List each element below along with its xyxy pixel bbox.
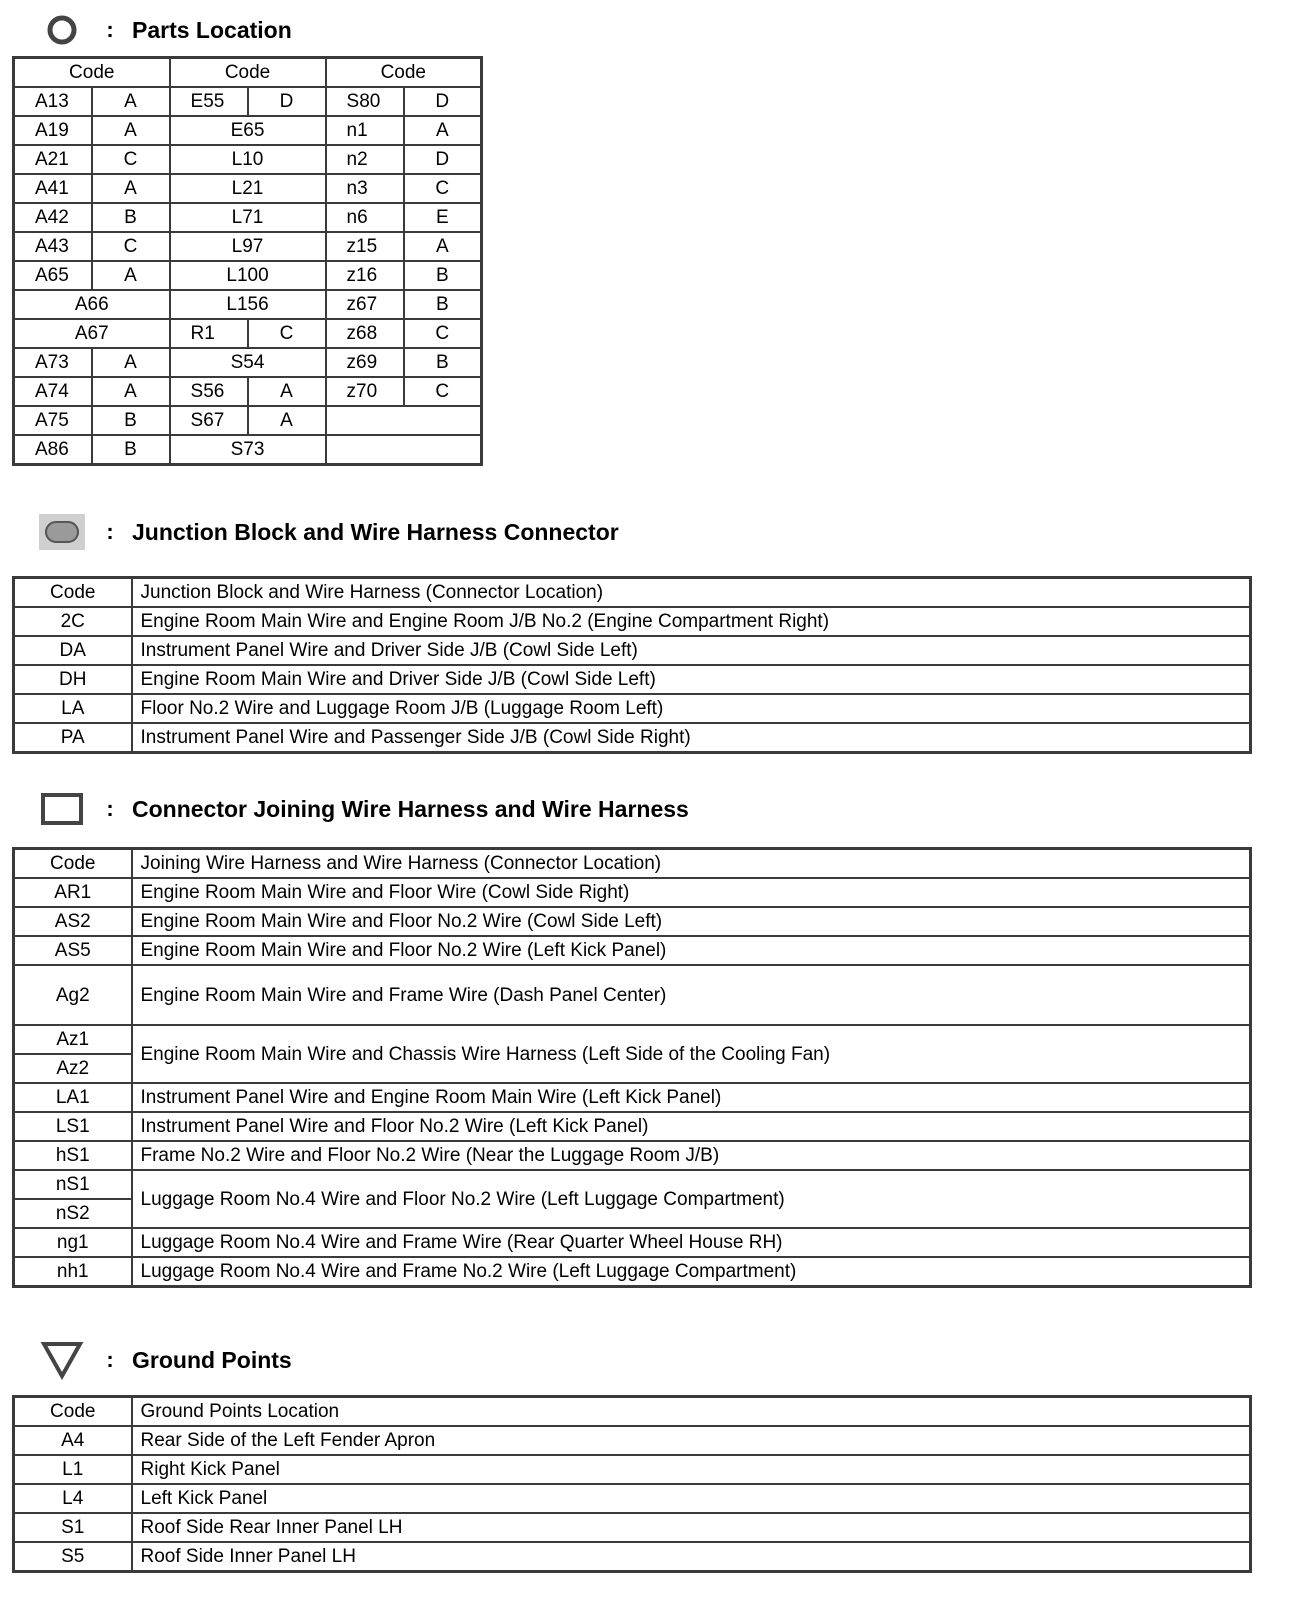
- connector-code: A4: [14, 1426, 132, 1455]
- section-title: Junction Block and Wire Harness Connector: [132, 518, 619, 545]
- part-code: A21: [14, 145, 92, 174]
- part-location-letter: B: [92, 406, 170, 435]
- empty-cell: [326, 406, 482, 435]
- column-header: Code: [14, 1397, 132, 1427]
- location-description: Rear Side of the Left Fender Apron: [132, 1426, 1251, 1455]
- part-location-letter: E: [404, 203, 482, 232]
- location-description: Instrument Panel Wire and Floor No.2 Wire (Left Kick Panel): [132, 1112, 1251, 1141]
- table-row: [14, 1112, 1251, 1141]
- part-code: A73: [14, 348, 92, 377]
- column-header: Joining Wire Harness and Wire Harness (Connector Location): [132, 849, 1251, 879]
- location-description: Engine Room Main Wire and Frame Wire (Dash Panel Center): [132, 965, 1251, 1025]
- part-location-letter: B: [404, 290, 482, 319]
- column-header: Ground Points Location: [132, 1397, 1251, 1427]
- table-row: [14, 1455, 1251, 1484]
- parts-location-heading: [36, 10, 292, 50]
- table-row: [14, 878, 1251, 907]
- part-code: R1: [170, 319, 248, 348]
- part-location-letter: A: [92, 261, 170, 290]
- connector-code: nh1: [14, 1257, 132, 1287]
- part-code: A74: [14, 377, 92, 406]
- connector-code: L4: [14, 1484, 132, 1513]
- part-code: L156: [170, 290, 326, 319]
- table-row: [14, 1513, 1251, 1542]
- part-location-letter: A: [248, 377, 326, 406]
- location-description: Frame No.2 Wire and Floor No.2 Wire (Near the Luggage Room J/B): [132, 1141, 1251, 1170]
- connector-code: LA: [14, 694, 132, 723]
- table-row: [14, 1141, 1251, 1170]
- table-row: [14, 1426, 1251, 1455]
- part-location-letter: A: [248, 406, 326, 435]
- section-title: Connector Joining Wire Harness and Wire Harness: [132, 795, 689, 822]
- table-row: [14, 1170, 1251, 1199]
- part-location-letter: C: [92, 232, 170, 261]
- table-row: [14, 1228, 1251, 1257]
- location-description: Engine Room Main Wire and Driver Side J/B (Cowl Side Left): [132, 665, 1251, 694]
- connector-code: DA: [14, 636, 132, 665]
- connector-code: LS1: [14, 1112, 132, 1141]
- table-header-row: [14, 578, 1251, 608]
- column-header: Code: [14, 849, 132, 879]
- part-code: L71: [170, 203, 326, 232]
- table-row: [14, 232, 482, 261]
- table-row: [14, 174, 482, 203]
- heading-colon: :: [106, 519, 114, 544]
- connector-joining-heading: [36, 789, 689, 829]
- connector-code: Az2: [14, 1054, 132, 1083]
- location-description: Engine Room Main Wire and Floor Wire (Cowl Side Right): [132, 878, 1251, 907]
- part-code: A43: [14, 232, 92, 261]
- table-row: [14, 965, 1251, 1025]
- part-code: L21: [170, 174, 326, 203]
- part-location-letter: C: [404, 174, 482, 203]
- part-location-letter: C: [404, 377, 482, 406]
- part-location-letter: A: [92, 174, 170, 203]
- connector-code: LA1: [14, 1083, 132, 1112]
- table-row: [14, 936, 1251, 965]
- connector-code: nS2: [14, 1199, 132, 1228]
- section-title: Parts Location: [132, 16, 292, 43]
- table-row: [14, 907, 1251, 936]
- part-code: S67: [170, 406, 248, 435]
- heading-colon: :: [106, 796, 114, 821]
- part-code: L10: [170, 145, 326, 174]
- location-description: Luggage Room No.4 Wire and Frame No.2 Wire (Left Luggage Compartment): [132, 1257, 1251, 1287]
- table-row: [14, 377, 482, 406]
- connector-code: AS2: [14, 907, 132, 936]
- table-row: [14, 1257, 1251, 1287]
- part-location-letter: C: [92, 145, 170, 174]
- table-row: [14, 261, 482, 290]
- part-location-letter: B: [92, 435, 170, 465]
- ground-points-heading: [36, 1340, 292, 1380]
- table-row: [14, 607, 1251, 636]
- connector-code: AR1: [14, 878, 132, 907]
- part-code: L97: [170, 232, 326, 261]
- part-code: A41: [14, 174, 92, 203]
- part-location-letter: B: [404, 348, 482, 377]
- part-location-letter: A: [92, 377, 170, 406]
- connector-code: DH: [14, 665, 132, 694]
- table-row: [14, 1542, 1251, 1572]
- location-description: Engine Room Main Wire and Engine Room J/B No.2 (Engine Compartment Right): [132, 607, 1251, 636]
- parts-location-table: [12, 56, 483, 466]
- part-location-letter: D: [248, 87, 326, 116]
- part-code: n3: [326, 174, 404, 203]
- location-description: Instrument Panel Wire and Driver Side J/B (Cowl Side Left): [132, 636, 1251, 665]
- part-location-letter: D: [404, 145, 482, 174]
- part-location-letter: A: [404, 116, 482, 145]
- part-code: z16: [326, 261, 404, 290]
- part-code: A67: [14, 319, 170, 348]
- heading-colon: :: [106, 17, 114, 42]
- part-code: A86: [14, 435, 92, 465]
- table-row: [14, 87, 482, 116]
- part-code: S80: [326, 87, 404, 116]
- column-header: Code: [170, 58, 326, 88]
- part-location-letter: C: [404, 319, 482, 348]
- part-code: S56: [170, 377, 248, 406]
- part-location-letter: D: [404, 87, 482, 116]
- column-header: Code: [326, 58, 482, 88]
- triangle-icon: [36, 1340, 88, 1380]
- location-description: Engine Room Main Wire and Floor No.2 Wire (Left Kick Panel): [132, 936, 1251, 965]
- location-description: Roof Side Inner Panel LH: [132, 1542, 1251, 1572]
- part-code: z70: [326, 377, 404, 406]
- table-row: [14, 319, 482, 348]
- column-header: Code: [14, 578, 132, 608]
- part-code: S54: [170, 348, 326, 377]
- location-description: Luggage Room No.4 Wire and Floor No.2 Wire (Left Luggage Compartment): [132, 1170, 1251, 1228]
- location-description: Engine Room Main Wire and Floor No.2 Wire (Cowl Side Left): [132, 907, 1251, 936]
- table-header-row: [14, 58, 482, 88]
- part-code: n2: [326, 145, 404, 174]
- part-code: A42: [14, 203, 92, 232]
- table-row: [14, 435, 482, 465]
- connector-code: hS1: [14, 1141, 132, 1170]
- table-row: [14, 145, 482, 174]
- part-location-letter: B: [92, 203, 170, 232]
- connector-code: 2C: [14, 607, 132, 636]
- square-icon: [36, 789, 88, 829]
- location-description: Instrument Panel Wire and Engine Room Main Wire (Left Kick Panel): [132, 1083, 1251, 1112]
- part-code: A13: [14, 87, 92, 116]
- table-row: [14, 1083, 1251, 1112]
- part-code: A19: [14, 116, 92, 145]
- location-description: Left Kick Panel: [132, 1484, 1251, 1513]
- ground-points-table: [12, 1395, 1252, 1573]
- part-code: L100: [170, 261, 326, 290]
- table-row: [14, 723, 1251, 753]
- part-code: E65: [170, 116, 326, 145]
- part-code: z69: [326, 348, 404, 377]
- connector-joining-table: [12, 847, 1252, 1288]
- connector-code: L1: [14, 1455, 132, 1484]
- table-row: [14, 203, 482, 232]
- table-row: [14, 348, 482, 377]
- part-location-letter: A: [404, 232, 482, 261]
- empty-cell: [326, 435, 482, 465]
- table-row: [14, 290, 482, 319]
- part-code: A66: [14, 290, 170, 319]
- location-description: Engine Room Main Wire and Chassis Wire Harness (Left Side of the Cooling Fan): [132, 1025, 1251, 1083]
- table-row: [14, 1025, 1251, 1054]
- connector-code: Ag2: [14, 965, 132, 1025]
- table-header-row: [14, 1397, 1251, 1427]
- junction-block-table: [12, 576, 1252, 754]
- part-code: n1: [326, 116, 404, 145]
- section-title: Ground Points: [132, 1346, 292, 1373]
- connector-code: AS5: [14, 936, 132, 965]
- part-code: S73: [170, 435, 326, 465]
- connector-code: ng1: [14, 1228, 132, 1257]
- part-code: n6: [326, 203, 404, 232]
- part-code: z67: [326, 290, 404, 319]
- heading-colon: :: [106, 1347, 114, 1372]
- table-row: [14, 665, 1251, 694]
- junction-block-heading: [36, 512, 619, 552]
- part-code: E55: [170, 87, 248, 116]
- part-location-letter: A: [92, 348, 170, 377]
- connector-code: nS1: [14, 1170, 132, 1199]
- part-code: z15: [326, 232, 404, 261]
- part-code: A75: [14, 406, 92, 435]
- column-header: Junction Block and Wire Harness (Connector Location): [132, 578, 1251, 608]
- location-description: Floor No.2 Wire and Luggage Room J/B (Luggage Room Left): [132, 694, 1251, 723]
- circle-icon: [36, 10, 88, 50]
- part-location-letter: C: [248, 319, 326, 348]
- table-row: [14, 694, 1251, 723]
- part-location-letter: B: [404, 261, 482, 290]
- table-row: [14, 1484, 1251, 1513]
- connector-code: S1: [14, 1513, 132, 1542]
- location-description: Right Kick Panel: [132, 1455, 1251, 1484]
- part-code: A65: [14, 261, 92, 290]
- table-row: [14, 116, 482, 145]
- connector-code: Az1: [14, 1025, 132, 1054]
- part-code: z68: [326, 319, 404, 348]
- location-description: Luggage Room No.4 Wire and Frame Wire (Rear Quarter Wheel House RH): [132, 1228, 1251, 1257]
- connector-code: S5: [14, 1542, 132, 1572]
- part-location-letter: A: [92, 87, 170, 116]
- location-description: Roof Side Rear Inner Panel LH: [132, 1513, 1251, 1542]
- part-location-letter: A: [92, 116, 170, 145]
- table-header-row: [14, 849, 1251, 879]
- table-row: [14, 636, 1251, 665]
- location-description: Instrument Panel Wire and Passenger Side J/B (Cowl Side Right): [132, 723, 1251, 753]
- table-row: [14, 406, 482, 435]
- column-header: Code: [14, 58, 170, 88]
- connector-code: PA: [14, 723, 132, 753]
- rounded-block-icon: [36, 512, 88, 552]
